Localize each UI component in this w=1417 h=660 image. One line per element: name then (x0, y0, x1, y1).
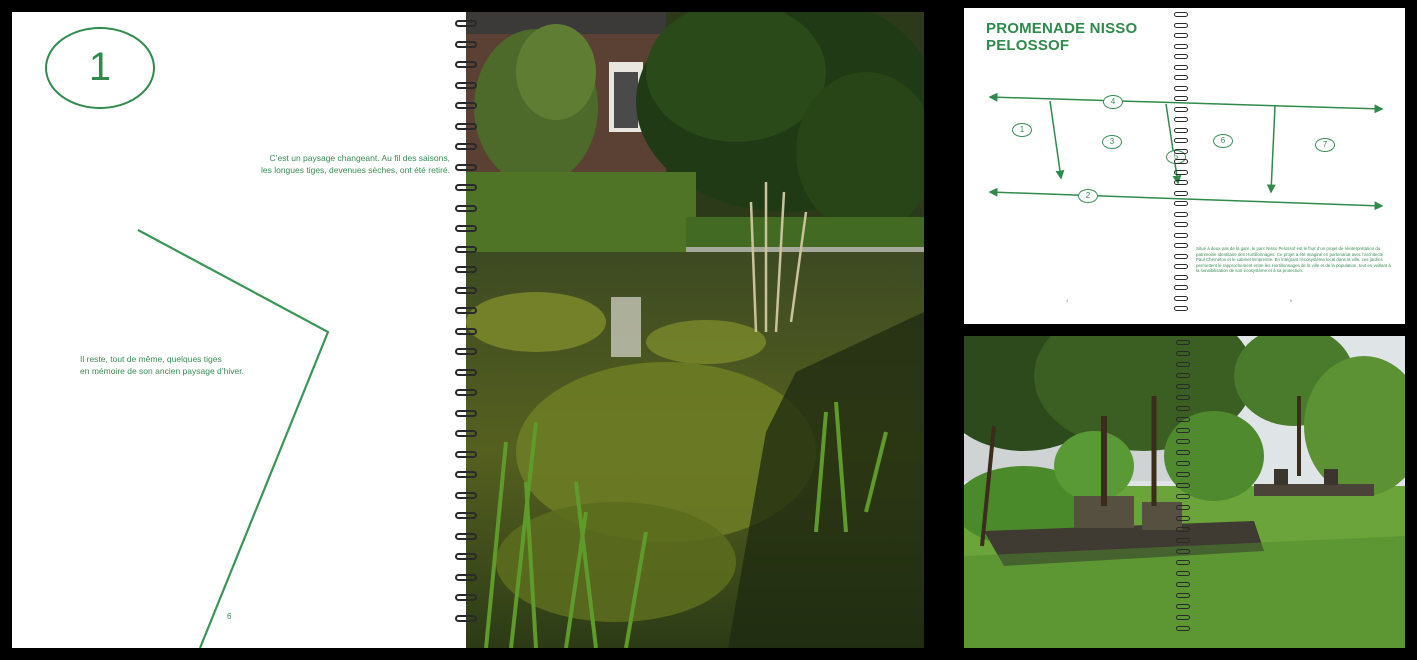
page-number-left: 6 (227, 612, 232, 621)
spiral-coil (1174, 54, 1188, 59)
spiral-coil (1174, 275, 1188, 280)
spiral-coil (1174, 254, 1188, 259)
spiral-coil (455, 492, 477, 499)
map-marker-6: 6 (1213, 134, 1233, 148)
spiral-coil (455, 512, 477, 519)
spiral-coil (1174, 306, 1188, 311)
spiral-coil (1176, 527, 1190, 532)
spiral-coil (1174, 65, 1188, 70)
spiral-coil (1176, 406, 1190, 411)
spread-left-page (12, 12, 466, 648)
spiral-coil (455, 20, 477, 27)
caption-middle: Il reste, tout de même, quelques tiges en mémoire de son ancien paysage d’hiver. (80, 354, 244, 376)
spiral-coil (1174, 233, 1188, 238)
spiral-coil (1176, 439, 1190, 444)
spiral-coil (1174, 128, 1188, 133)
spiral-coil (1176, 604, 1190, 609)
spiral-coil (455, 389, 477, 396)
map-marker-3: 3 (1102, 135, 1122, 149)
spiral-coil (1174, 170, 1188, 175)
spiral-coil (455, 246, 477, 253)
spiral-coil (455, 451, 477, 458)
spiral-binding-main (455, 20, 477, 640)
spiral-coil (1176, 538, 1190, 543)
spiral-coil (1176, 505, 1190, 510)
spiral-coil (1174, 191, 1188, 196)
spiral-coil (455, 61, 477, 68)
spiral-coil (1174, 117, 1188, 122)
spiral-coil (455, 594, 477, 601)
spiral-coil (1174, 96, 1188, 101)
spiral-coil (1176, 593, 1190, 598)
spiral-binding-map (1174, 12, 1196, 318)
spiral-coil (455, 574, 477, 581)
spiral-coil (455, 184, 477, 191)
spiral-coil (1176, 516, 1190, 521)
map-paragraph: Situé à deux pas de la gare, le parc Nisso Pelossof est le fruit d’un projet de réinterprétation du patrimoine identitaire des Hortillonnages. Ce projet a été imaginé en partenariat avec l’architecte Paul Chemetov et le cabinet Empreinte. En intégrant l’écosystème local dans la ville, ces jardins permettent le rapprochement entre les Hortillonnages de la ville et de la population, tout en veillant à la sensibilisation de son écosystème et à sa protection. (1196, 246, 1391, 274)
map-marker-4: 4 (1103, 95, 1123, 109)
spiral-coil (455, 287, 477, 294)
spiral-coil (1174, 44, 1188, 49)
spiral-coil (455, 430, 477, 437)
spiral-coil (1174, 149, 1188, 154)
map-page-number-right: 5 (1290, 299, 1292, 303)
chapter-number: 1 (88, 45, 112, 89)
spiral-coil (1176, 362, 1190, 367)
spiral-coil (1176, 483, 1190, 488)
caption-top: C’est un paysage changeant. Au fil des saisons, les longues tiges, devenues sèches, ont été retiré. (260, 153, 450, 175)
spiral-coil (1174, 75, 1188, 80)
spiral-coil (455, 143, 477, 150)
spiral-coil (1176, 384, 1190, 389)
pond-photo (466, 12, 924, 648)
spiral-coil (455, 205, 477, 212)
spiral-coil (455, 102, 477, 109)
spiral-coil (1176, 494, 1190, 499)
spiral-coil (1176, 351, 1190, 356)
spiral-coil (455, 328, 477, 335)
spiral-coil (1174, 138, 1188, 143)
spiral-coil (1176, 626, 1190, 631)
map-marker-5: 5 (1166, 150, 1186, 164)
map-marker-7: 7 (1315, 138, 1335, 152)
spiral-coil (1174, 107, 1188, 112)
green-path-line (12, 12, 466, 648)
spiral-coil (1176, 428, 1190, 433)
spiral-coil (455, 553, 477, 560)
spiral-coil (1174, 23, 1188, 28)
spiral-coil (1176, 461, 1190, 466)
spiral-coil (1174, 296, 1188, 301)
spiral-coil (455, 410, 477, 417)
spiral-coil (455, 266, 477, 273)
map-page-number-left: 4 (1066, 299, 1068, 303)
spiral-coil (455, 82, 477, 89)
spiral-coil (1176, 582, 1190, 587)
spiral-coil (1174, 33, 1188, 38)
spiral-coil (1176, 373, 1190, 378)
spiral-coil (455, 225, 477, 232)
spiral-coil (1176, 340, 1190, 345)
spiral-coil (455, 615, 477, 622)
spiral-coil (1176, 417, 1190, 422)
map-marker-1: 1 (1012, 123, 1032, 137)
spiral-coil (1174, 212, 1188, 217)
spiral-coil (1176, 450, 1190, 455)
spiral-coil (455, 533, 477, 540)
spiral-binding-park (1176, 340, 1198, 640)
map-title: PROMENADE NISSO PELOSSOF (986, 20, 1138, 54)
spiral-coil (455, 307, 477, 314)
spiral-coil (1174, 159, 1188, 164)
spiral-coil (1174, 243, 1188, 248)
spiral-coil (1174, 264, 1188, 269)
spiral-coil (1176, 549, 1190, 554)
spiral-coil (1174, 180, 1188, 185)
spiral-coil (455, 348, 477, 355)
spiral-coil (1176, 395, 1190, 400)
spiral-coil (455, 164, 477, 171)
spiral-coil (455, 41, 477, 48)
spiral-coil (1174, 86, 1188, 91)
spiral-coil (455, 471, 477, 478)
spiral-coil (1174, 12, 1188, 17)
map-marker-2: 2 (1078, 189, 1098, 203)
spiral-coil (1174, 285, 1188, 290)
spiral-coil (1176, 571, 1190, 576)
spiral-coil (1176, 472, 1190, 477)
spiral-coil (1174, 201, 1188, 206)
spiral-coil (455, 369, 477, 376)
spiral-coil (1176, 560, 1190, 565)
spiral-coil (1176, 615, 1190, 620)
spiral-coil (1174, 222, 1188, 227)
pond-photo-illustration (466, 12, 924, 648)
spiral-coil (455, 123, 477, 130)
